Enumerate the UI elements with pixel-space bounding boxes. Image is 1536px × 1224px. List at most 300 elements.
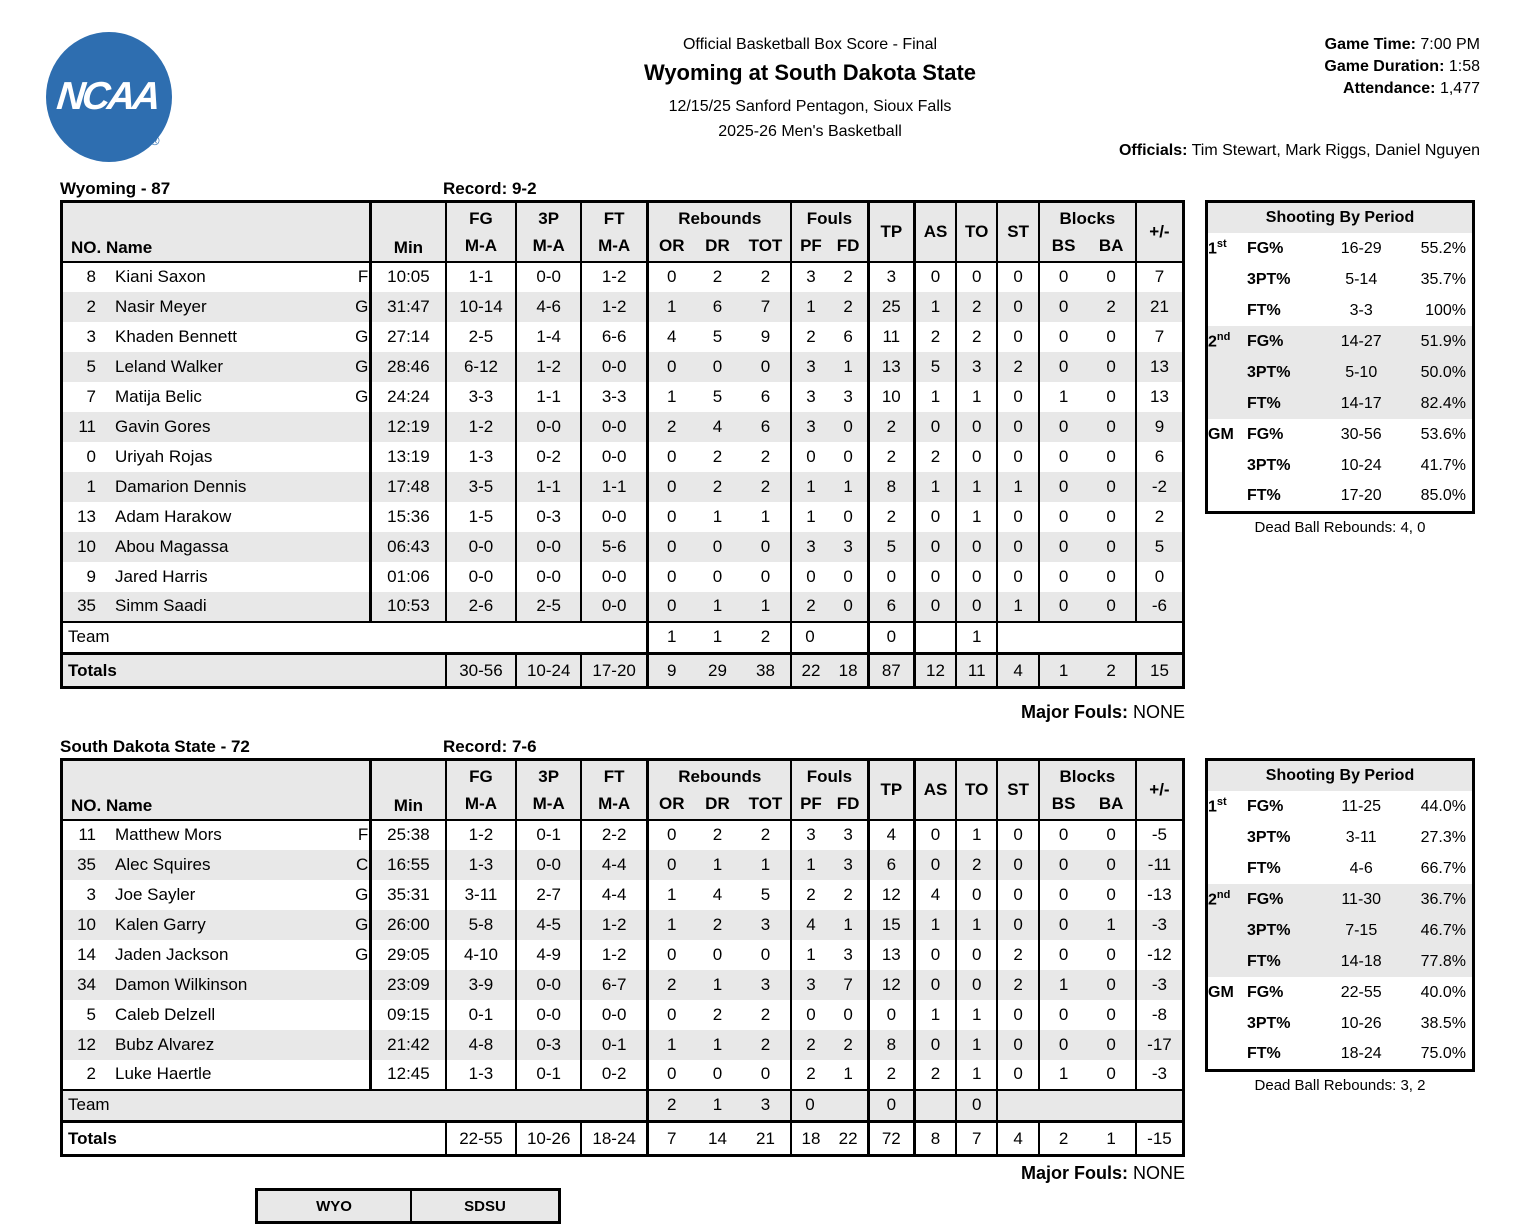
player-name-cell: [110, 262, 371, 292]
period-label: 2nd: [1207, 326, 1247, 357]
player-row: [62, 910, 1184, 940]
col-header-ft-ma: M-A: [581, 794, 648, 820]
cell-bs: 0: [1039, 940, 1088, 970]
cell-pm: -11: [1136, 850, 1184, 880]
cell-ft: 5-6: [581, 532, 648, 562]
cell-ft: 3-3: [581, 382, 648, 412]
stat-label: 3PT%: [1247, 915, 1322, 946]
player-name: Khaden Bennett: [115, 326, 237, 346]
cell-to: 0: [956, 562, 997, 592]
box-table-wyoming: [60, 200, 1185, 689]
stat-percentage: 50.0%: [1401, 357, 1474, 388]
cell-tp: 12: [868, 880, 914, 910]
stat-made-attempted: 14-17: [1322, 388, 1401, 419]
player-number-cell: 1: [62, 472, 111, 502]
cell-bs: 0: [1039, 532, 1088, 562]
period-label: 1st: [1208, 238, 1227, 258]
cell-to: 0: [956, 442, 997, 472]
col-header-fg: FG: [446, 760, 517, 794]
cell-st: 4: [997, 1122, 1038, 1156]
cell-dr: 1: [694, 970, 740, 1000]
col-header-turnovers: TO: [956, 760, 997, 820]
cell-tp: 3: [868, 262, 914, 292]
cell-pf: 0: [791, 442, 829, 472]
cell-st: 0: [997, 910, 1038, 940]
col-header-assists: AS: [915, 202, 956, 262]
cell-tp: 0: [868, 622, 914, 654]
cell-as: 12: [915, 654, 956, 688]
shooting-row: [1207, 481, 1474, 512]
cell-min: 09:15: [371, 1000, 446, 1030]
col-header-bs: BS: [1039, 236, 1088, 262]
cell-pf: 18: [791, 1122, 829, 1156]
period-suffix: nd: [1216, 889, 1231, 902]
cell-bs: 1: [1039, 654, 1088, 688]
cell-bs: 0: [1039, 562, 1088, 592]
cell-as: 2: [915, 442, 956, 472]
cell-pf: 3: [791, 532, 829, 562]
cell-or: 0: [648, 850, 694, 880]
cell-or: 1: [648, 910, 694, 940]
shooting-row: [1207, 357, 1474, 388]
cell-as: 5: [915, 352, 956, 382]
player-position: G: [355, 944, 369, 964]
cell-fg: 0-0: [446, 532, 517, 562]
game-time-line: [1324, 34, 1480, 56]
player-position: F: [357, 825, 369, 844]
shooting-by-period-table: [1205, 758, 1475, 1072]
cell-tot: 0: [760, 566, 771, 586]
stat-percentage: 27.3%: [1420, 828, 1466, 846]
cell-min: 10:05: [371, 262, 446, 292]
period-label: GM: [1208, 983, 1234, 1001]
player-name: Jaden Jackson: [115, 944, 229, 964]
player-name-cell: [110, 910, 371, 940]
cell-bs: 0: [1039, 850, 1088, 880]
cell-fd: 0: [843, 1004, 853, 1024]
shooting-row: [1207, 1008, 1474, 1039]
cell-min: 28:46: [371, 352, 446, 382]
period-suffix: nd: [1216, 331, 1231, 344]
cell-fg: 0-0: [446, 562, 517, 592]
cell-dr: 1: [712, 627, 723, 647]
col-header-rebounds: Rebounds: [648, 202, 792, 236]
cell-ft: 0-0: [581, 502, 648, 532]
period-label: GM: [1208, 425, 1234, 443]
stat-label: 3PT%: [1246, 270, 1291, 288]
cell-fg: 0-1: [446, 1000, 517, 1030]
cell-pf: 3: [791, 820, 829, 850]
cell-as: 1: [915, 910, 956, 940]
cell-fd: 22: [838, 1128, 858, 1148]
cell-ft: 0-2: [581, 1060, 648, 1090]
cell-ba: 0: [1106, 884, 1116, 904]
shooting-box-sdsu: [1205, 758, 1475, 1072]
cell-to: 1: [956, 382, 997, 412]
shooting-row: [1207, 853, 1474, 884]
cell-fd: 1: [843, 1064, 853, 1083]
cell-ft: 0-0: [581, 412, 648, 442]
cell-p3: 2-5: [516, 592, 581, 622]
period-label: [1207, 822, 1247, 853]
cell-ft: 0-0: [581, 562, 648, 592]
cell-bs: 0: [1039, 820, 1088, 850]
stat-made-attempted: 4-6: [1349, 859, 1373, 877]
cell-bs: 0: [1039, 472, 1088, 502]
stat-made-attempted: 5-10: [1322, 357, 1401, 388]
player-row: [62, 352, 1184, 382]
player-name-cell: [110, 820, 371, 850]
stat-percentage: 55.2%: [1420, 239, 1466, 257]
col-header-fg-ma: M-A: [446, 236, 517, 262]
team-record-wyoming: Record: 9-2: [443, 179, 537, 198]
cell-st: 0: [997, 292, 1038, 322]
stat-percentage: 36.7%: [1401, 884, 1474, 915]
player-number-cell: 14: [77, 944, 97, 964]
cell-p3: 4-9: [516, 940, 581, 970]
cell-dr: 1: [694, 1030, 740, 1060]
cell-min: 15:36: [371, 502, 446, 532]
stat-percentage: 82.4%: [1401, 388, 1474, 419]
cell-p3: 0-0: [516, 262, 581, 292]
player-row: [62, 820, 1184, 850]
cell-min: 35:31: [371, 880, 446, 910]
dead-ball-wyoming: Dead Ball Rebounds: 4, 0: [1254, 519, 1426, 536]
player-position: F: [357, 267, 369, 286]
cell-p3: 0-3: [516, 1030, 581, 1060]
player-row: [62, 970, 1184, 1000]
cell-fg: 1-2: [446, 820, 517, 850]
cell-ba: 0: [1087, 850, 1136, 880]
shooting-row: [1207, 946, 1474, 977]
player-position: G: [355, 386, 369, 406]
cell-tp: 0: [868, 1090, 914, 1122]
cell-tp: 6: [868, 850, 914, 880]
cell-dr: 5: [712, 386, 723, 406]
shooting-row: [1207, 450, 1474, 481]
cell-pm: -3: [1136, 1060, 1184, 1090]
player-row: [62, 382, 1184, 412]
cell-pf: 1: [791, 292, 829, 322]
cell-as: 0: [915, 820, 956, 850]
cell-st: 0: [997, 880, 1038, 910]
cell-p3: 0-0: [516, 412, 581, 442]
col-header-pf: PF: [791, 236, 829, 262]
cell-st: 2: [997, 352, 1038, 382]
cell-bs: 0: [1039, 262, 1088, 292]
player-number-cell: 7: [86, 386, 97, 406]
cell-min: 17:48: [371, 472, 446, 502]
cell-to: 1: [956, 1030, 997, 1060]
cell-bs: 0: [1039, 880, 1088, 910]
col-header-fd: FD: [830, 794, 868, 820]
player-name: Kiani Saxon: [115, 267, 206, 286]
cell-to: 1: [956, 1000, 997, 1030]
cell-pf: 2: [791, 1060, 829, 1090]
cell-p3: 0-0: [516, 970, 581, 1000]
cell-tp: 87: [868, 654, 914, 688]
player-name: Simm Saadi: [115, 596, 207, 615]
player-number-cell: 0: [86, 446, 97, 466]
stat-label: FG%: [1247, 884, 1322, 915]
player-number-cell: 35: [62, 592, 111, 622]
cell-ft: 4-4: [581, 850, 648, 880]
cell-ft: 2-2: [581, 820, 648, 850]
shooting-row: [1207, 822, 1474, 853]
cell-pf: 3: [791, 262, 829, 292]
stat-made-attempted: 22-55: [1340, 983, 1382, 1001]
col-header-steals: ST: [997, 202, 1038, 262]
cell-or: 4: [648, 322, 694, 352]
col-header-steals: ST: [997, 760, 1038, 820]
cell-dr: 5: [712, 326, 723, 346]
player-name: Leland Walker: [115, 356, 224, 376]
cell-sdsu: SDSU: [411, 1190, 560, 1223]
cell-pf: 2: [791, 880, 829, 910]
cell-min: 26:00: [371, 910, 446, 940]
cell-or: 0: [648, 532, 694, 562]
col-header-3p: 3P: [516, 202, 581, 236]
shooting-row: [1207, 915, 1474, 946]
player-position: G: [355, 356, 369, 376]
stat-label: FT%: [1247, 946, 1322, 977]
player-name: Kalen Garry: [115, 914, 206, 934]
player-row: [62, 262, 1184, 292]
cell-tot: 2: [760, 627, 771, 647]
cell-tp: 0: [868, 1000, 914, 1030]
player-number-cell: 13: [77, 506, 97, 526]
player-position: G: [355, 914, 369, 934]
player-number-cell: 3: [86, 326, 97, 346]
player-position: C: [356, 854, 369, 874]
player-number-cell: 2: [86, 1064, 97, 1083]
cell-min: 25:38: [371, 820, 446, 850]
cell-tot: 2: [760, 446, 771, 466]
shooting-row: [1207, 233, 1474, 264]
cell-to: 3: [956, 352, 997, 382]
cell-tp: 12: [868, 970, 914, 1000]
player-name-cell: [110, 472, 371, 502]
cell-tp: 25: [868, 292, 914, 322]
cell-st: 0: [997, 1000, 1038, 1030]
player-name-cell: [110, 940, 371, 970]
cell-pf: 2: [791, 1030, 829, 1060]
cell-p3: 0-3: [516, 502, 581, 532]
cell-st: 0: [997, 532, 1038, 562]
game-title: Wyoming at South Dakota State: [643, 60, 977, 85]
header-row-1: [62, 202, 1184, 236]
cell-pm: 15: [1136, 654, 1184, 688]
cell-fg: 3-9: [446, 970, 517, 1000]
cell-fd: 18: [830, 654, 868, 688]
cell-dr: 1: [694, 1090, 740, 1122]
cell-empty: [997, 1090, 1183, 1122]
cell-fd: 2: [830, 1030, 868, 1060]
totals-row: [62, 1122, 1184, 1156]
major-fouls-wyoming: [60, 702, 1185, 723]
header-row-1: [62, 760, 1184, 794]
cell-tot: 2: [760, 825, 771, 844]
col-header-min: Min: [371, 202, 446, 262]
shooting-title-row: [1207, 760, 1474, 792]
cell-tp: 0: [868, 562, 914, 592]
cell-dr: 0: [694, 532, 740, 562]
cell-ba: 0: [1106, 326, 1116, 346]
player-name-cell: [110, 532, 371, 562]
cell-pm: -15: [1136, 1122, 1184, 1156]
cell-p3: 1-1: [516, 382, 581, 412]
shooting-by-period-table: [1205, 200, 1475, 514]
cell-dr: 2: [694, 910, 740, 940]
cell-as: 1: [915, 382, 956, 412]
cell-to: 2: [956, 850, 997, 880]
period-label: [1207, 481, 1247, 512]
cell-or: 0: [648, 562, 694, 592]
cell-fg: 30-56: [446, 654, 517, 688]
registered-mark: ®: [150, 133, 160, 148]
cell-ba: 2: [1087, 654, 1136, 688]
cell-tp: 5: [868, 532, 914, 562]
cell-pf: 0: [791, 562, 829, 592]
stat-made-attempted: 7-15: [1322, 915, 1401, 946]
player-name-cell: [110, 1060, 371, 1090]
cell-as: [915, 622, 956, 654]
shooting-row: [1207, 295, 1474, 326]
player-name-cell: [110, 880, 371, 910]
player-name: Jared Harris: [115, 566, 208, 586]
cell-or: 1: [648, 382, 694, 412]
player-row: [62, 850, 1184, 880]
col-header-fd: FD: [830, 236, 868, 262]
cell-fd: 3: [843, 386, 853, 406]
col-header-tot: TOT: [741, 794, 792, 820]
cell-fd: 3: [843, 944, 853, 964]
cell-tot: 2: [741, 472, 792, 502]
officials-line: [1119, 142, 1480, 160]
major-fouls-value: NONE: [1132, 702, 1185, 722]
stat-percentage: 51.9%: [1401, 326, 1474, 357]
cell-ft: 1-2: [581, 940, 648, 970]
cell-pf: 3: [791, 382, 829, 412]
cell-pm: -3: [1136, 970, 1184, 1000]
cell-tot: 2: [760, 1004, 771, 1024]
period-label: [1207, 357, 1247, 388]
stat-label: FT%: [1246, 486, 1281, 504]
cell-bs: 2: [1039, 1122, 1088, 1156]
stat-table: [60, 200, 1185, 689]
cell-p3: 2-7: [516, 880, 581, 910]
officials-names: Tim Stewart, Mark Riggs, Daniel Nguyen: [1191, 142, 1480, 159]
cell-as: 8: [915, 1122, 956, 1156]
cell-fd: 1: [830, 352, 868, 382]
stat-made-attempted: 30-56: [1340, 425, 1382, 443]
shooting-box-wyoming: [1205, 200, 1475, 514]
cell-bs: 1: [1039, 1060, 1088, 1090]
stat-percentage: 38.5%: [1420, 1014, 1466, 1032]
cell-p3: 0-1: [516, 820, 581, 850]
col-header-min: Min: [371, 760, 446, 820]
cell-ba: 0: [1106, 825, 1116, 844]
stat-made-attempted: 14-27: [1322, 326, 1401, 357]
cell-st: 0: [997, 562, 1038, 592]
cell-p3: 1-2: [516, 352, 581, 382]
cell-or: 1: [648, 622, 694, 654]
shooting-row: [1207, 388, 1474, 419]
cell-tot: 7: [741, 292, 792, 322]
cell-as: 4: [915, 880, 956, 910]
stat-label: 3PT%: [1246, 828, 1291, 846]
col-header-no-name: NO. Name: [62, 760, 371, 820]
player-name: Abou Magassa: [115, 536, 229, 556]
cell-ba: 1: [1087, 910, 1136, 940]
team-row: [62, 1090, 1184, 1122]
col-header-ba: BA: [1087, 794, 1136, 820]
cell-fg: 4-10: [446, 940, 517, 970]
totals-label: Totals: [68, 1128, 117, 1148]
player-name-cell: [110, 970, 371, 1000]
cell-fg: 1-3: [446, 1060, 517, 1090]
cell-ft: 1-1: [581, 472, 648, 502]
cell-dr: 14: [708, 1128, 727, 1148]
cell-st: 2: [997, 940, 1038, 970]
stat-made-attempted: 18-24: [1340, 1044, 1382, 1062]
cell-tot: 2: [741, 1030, 792, 1060]
cell-to: 11: [956, 654, 997, 688]
cell-dr: 2: [694, 472, 740, 502]
team-label: Team: [68, 627, 110, 647]
cell-p3: 1-1: [516, 472, 581, 502]
table-row: [257, 1190, 560, 1223]
cell-fd: 2: [830, 292, 868, 322]
cell-pf: 3: [791, 412, 829, 442]
cell-to: 0: [956, 970, 997, 1000]
cell-pf: 4: [791, 910, 829, 940]
shooting-row: [1207, 326, 1474, 357]
cell-dr: 1: [694, 850, 740, 880]
player-row: [62, 472, 1184, 502]
cell-pf: 2: [791, 592, 829, 622]
cell-to: 2: [956, 322, 997, 352]
cell-ft: 0-1: [581, 1030, 648, 1060]
player-name: Damon Wilkinson: [115, 974, 248, 994]
cell-or: 0: [648, 262, 694, 292]
player-name-cell: [110, 562, 371, 592]
cell-pf: 3: [791, 970, 829, 1000]
period-label: [1207, 295, 1247, 326]
player-number-cell: 5: [86, 1004, 97, 1024]
player-row: [62, 1060, 1184, 1090]
col-header-dr: DR: [694, 236, 740, 262]
cell-tp: 72: [868, 1122, 914, 1156]
player-name-cell: [110, 412, 371, 442]
player-row: [62, 322, 1184, 352]
cell-or: 7: [648, 1122, 694, 1156]
cell-dr: 2: [712, 1004, 723, 1024]
cell-ft: 0-0: [581, 442, 648, 472]
stat-percentage: 40.0%: [1420, 983, 1466, 1001]
cell-fd: 6: [843, 326, 853, 346]
cell-ba: 0: [1106, 267, 1116, 286]
cell-min: 12:45: [371, 1060, 446, 1090]
cell-fg: 3-5: [446, 472, 517, 502]
cell-st: 2: [997, 970, 1038, 1000]
cell-bs: 0: [1039, 592, 1088, 622]
player-number-cell: 11: [62, 412, 111, 442]
cell-as: 0: [915, 562, 956, 592]
cell-as: 0: [915, 850, 956, 880]
period-label: [1207, 1039, 1247, 1070]
cell-tot: 0: [760, 944, 771, 964]
